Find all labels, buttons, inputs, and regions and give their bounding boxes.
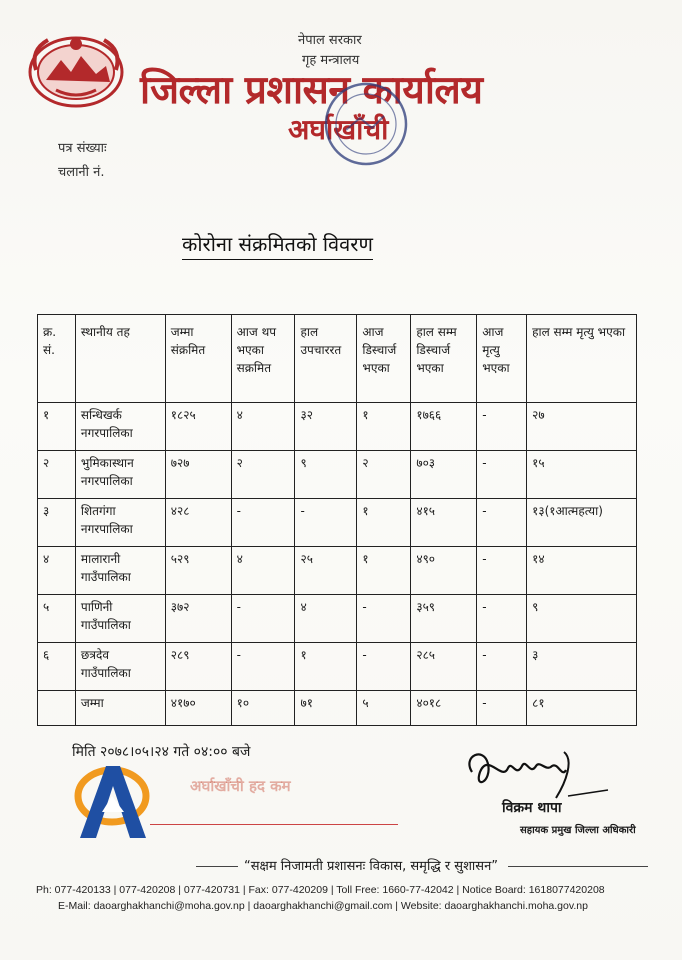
header-cell: आज डिस्चार्ज भएका xyxy=(357,315,411,403)
table-header-row xyxy=(38,315,637,403)
table-row xyxy=(38,499,637,547)
table-cell: २८९ xyxy=(165,643,231,691)
logo-divider xyxy=(150,824,398,825)
header-cell: आज थप भएका सक्रमित xyxy=(231,315,295,403)
district-logo-icon xyxy=(66,756,156,840)
signer-title: सहायक प्रमुख जिल्ला अधिकारी xyxy=(520,825,636,836)
nepal-emblem-icon xyxy=(26,30,126,110)
table-cell: ९ xyxy=(295,451,357,499)
table-row xyxy=(38,403,637,451)
table-cell: ४०१८ xyxy=(411,691,477,726)
logo-text: अर्घाखाँची हद कम xyxy=(190,777,291,795)
ministry-name: गृह मन्त्रालय xyxy=(302,53,360,68)
table-cell: ७०३ xyxy=(411,451,477,499)
header-cell: स्थानीय तह xyxy=(75,315,165,403)
table-cell: - xyxy=(231,499,295,547)
covid-stats-table xyxy=(37,314,637,726)
table-cell: ९ xyxy=(527,595,637,643)
table-cell: छत्रदेव गाउँपालिका xyxy=(75,643,165,691)
motto-text: “सक्षम निजामती प्रशासनः विकास, समृद्धि र सुशासन” xyxy=(244,859,499,874)
table-row xyxy=(38,451,637,499)
motto-rule-left xyxy=(196,866,238,867)
table-cell: १० xyxy=(231,691,295,726)
table-cell: शितगंगा नगरपालिका xyxy=(75,499,165,547)
table-cell: १ xyxy=(295,643,357,691)
table-cell: ८१ xyxy=(527,691,637,726)
table-cell: ४९० xyxy=(411,547,477,595)
table-cell: १ xyxy=(357,547,411,595)
table-cell: १५ xyxy=(527,451,637,499)
table-cell: - xyxy=(357,643,411,691)
table-cell: ४ xyxy=(38,547,76,595)
table-cell: ५२९ xyxy=(165,547,231,595)
report-date: मिति २०७८।०५।२४ गते ०४:०० बजे xyxy=(72,744,251,760)
table-cell: २ xyxy=(357,451,411,499)
table-cell: - xyxy=(477,451,527,499)
table-cell: - xyxy=(231,643,295,691)
table-cell: - xyxy=(477,403,527,451)
footer-motto xyxy=(36,856,650,876)
table-cell: २५ xyxy=(295,547,357,595)
table-cell: २ xyxy=(231,451,295,499)
table-cell: ७२७ xyxy=(165,451,231,499)
table-cell: ४ xyxy=(295,595,357,643)
table-cell: - xyxy=(357,595,411,643)
table-cell xyxy=(38,691,76,726)
office-stamp-icon xyxy=(320,78,412,170)
table-cell: २८५ xyxy=(411,643,477,691)
signer-name: विक्रम थापा xyxy=(502,800,562,816)
table-cell: ४२८ xyxy=(165,499,231,547)
table-cell: - xyxy=(477,691,527,726)
header-cell: हाल सम्म मृत्यु भएका xyxy=(527,315,637,403)
table-cell: ३२ xyxy=(295,403,357,451)
table-cell: - xyxy=(477,499,527,547)
table-cell: १ xyxy=(357,403,411,451)
table-cell: पाणिनी गाउँपालिका xyxy=(75,595,165,643)
table-cell: ३ xyxy=(527,643,637,691)
table-cell: १३(१आत्महत्या) xyxy=(527,499,637,547)
table-cell: ३७२ xyxy=(165,595,231,643)
table-cell: - xyxy=(295,499,357,547)
table-cell: १८२५ xyxy=(165,403,231,451)
table-cell: ४ xyxy=(231,547,295,595)
gov-name: नेपाल सरकार xyxy=(298,33,362,48)
header-cell: जम्मा संक्रमित xyxy=(165,315,231,403)
motto-rule-right xyxy=(508,866,648,867)
table-cell: ७१ xyxy=(295,691,357,726)
header-cell: क्र. सं. xyxy=(38,315,76,403)
dispatch-number-label: चलानी नं. xyxy=(58,165,105,180)
table-row xyxy=(38,595,637,643)
table-cell: ५ xyxy=(38,595,76,643)
table-cell: मालारानी गाउँपालिका xyxy=(75,547,165,595)
header-cell: हाल उपचाररत xyxy=(295,315,357,403)
table-cell: सन्धिखर्क नगरपालिका xyxy=(75,403,165,451)
table-cell: ३५९ xyxy=(411,595,477,643)
contact-phone-line: Ph: 077-420133 | 077-420208 | 077-420731 | Fax: 077-420209 | Toll Free: 1660-77-42042 | Notice Board: 1618077420208 xyxy=(36,884,605,896)
header-cell: हाल सम्म डिस्चार्ज भएका xyxy=(411,315,477,403)
table-cell: - xyxy=(477,595,527,643)
table-cell: ४१७० xyxy=(165,691,231,726)
document-title: कोरोना संक्रमितको विवरण xyxy=(182,230,373,260)
header-cell: आज मृत्यु भएका xyxy=(477,315,527,403)
table-cell: १४ xyxy=(527,547,637,595)
table-cell: २७ xyxy=(527,403,637,451)
district-name: अर्घाखाँची xyxy=(288,113,389,146)
letter-number-label: पत्र संख्याः xyxy=(58,141,107,156)
office-title: जिल्ला प्रशासन कार्यालय xyxy=(140,68,483,113)
table-cell: १ xyxy=(38,403,76,451)
table-total-row xyxy=(38,691,637,726)
table-row xyxy=(38,643,637,691)
table-cell: - xyxy=(477,547,527,595)
table-cell: ४१५ xyxy=(411,499,477,547)
table-cell: ५ xyxy=(357,691,411,726)
table-row xyxy=(38,547,637,595)
table-cell: - xyxy=(477,643,527,691)
table-cell: ६ xyxy=(38,643,76,691)
table-cell: - xyxy=(231,595,295,643)
table-cell: १७६६ xyxy=(411,403,477,451)
contact-email-line: E-Mail: daoarghakhanchi@moha.gov.np | daoarghakhanchi@gmail.com | Website: daoarghakhanchi.moha.gov.np xyxy=(58,900,588,912)
table-cell: ४ xyxy=(231,403,295,451)
table-cell: १ xyxy=(357,499,411,547)
table-cell: भुमिकास्थान नगरपालिका xyxy=(75,451,165,499)
table-cell: जम्मा xyxy=(75,691,165,726)
table-cell: २ xyxy=(38,451,76,499)
table-cell: ३ xyxy=(38,499,76,547)
